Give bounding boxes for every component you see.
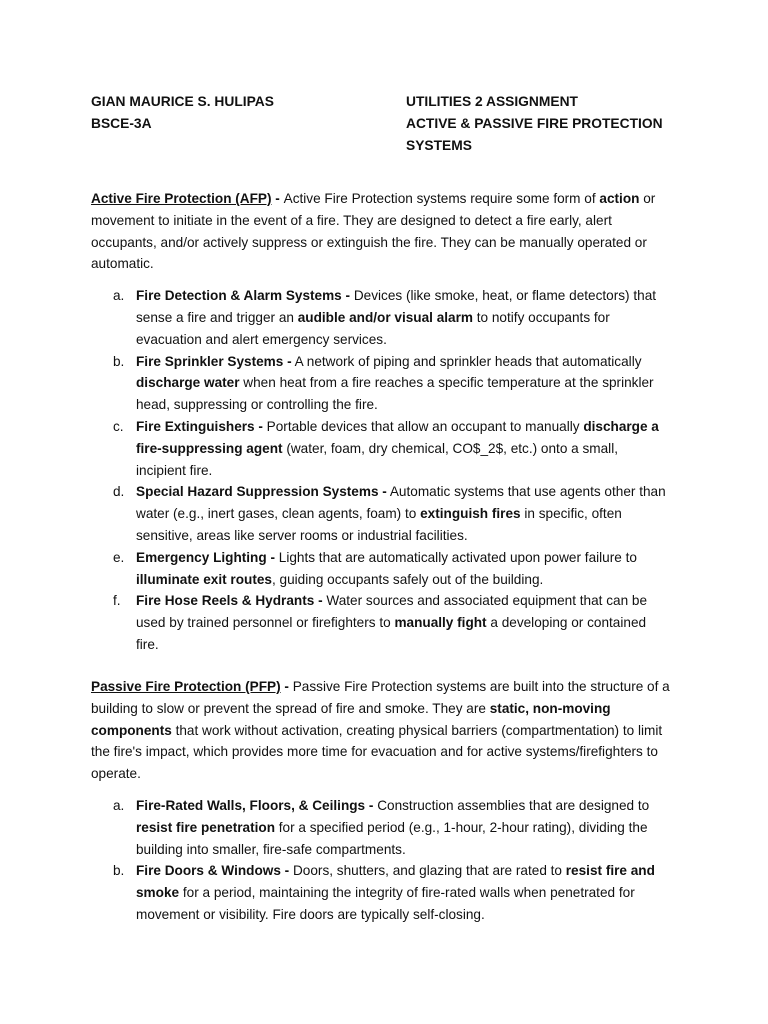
item-text: to notify occupants for evacuation and alert emergency services. [136, 309, 610, 347]
item-text: Lights that are automatically activated upon power failure to [274, 549, 637, 565]
item-text: a developing or contained fire. [136, 615, 647, 652]
item-text: for a specified period (e.g., 1-hour, 2-hour rating), dividing the building into smaller, fire-safe compartments. [136, 819, 648, 857]
item-text: (water, foam, dry chemical, CO$_2$, etc.) onto a small, incipient fire. [136, 440, 618, 478]
list-marker: d. [113, 484, 125, 500]
list-marker: b. [113, 353, 125, 369]
passive-intro-paragraph [91, 676, 671, 785]
item-text: Water sources and associated equipment that can be used by trained personnel or firefighters to [136, 593, 648, 631]
item-text: in specific, often sensitive, areas like server rooms or industrial facilities. [136, 506, 622, 543]
student-name: GIAN MAURICE S. HULIPAS [91, 94, 274, 109]
list-item [113, 416, 671, 481]
item-text: Automatic systems that use agents other than water (e.g., inert gases, clean agents, foam) to [136, 484, 666, 522]
item-heading: Fire Doors & Windows - [136, 863, 290, 879]
assignment-topic-line-2: SYSTEMS [406, 138, 472, 153]
item-emphasis: illuminate exit routes [136, 571, 272, 587]
item-text: Devices (like smoke, heat, or flame detectors) that sense a fire and trigger an [136, 288, 657, 325]
item-text: Portable devices that allow an occupant to manually [262, 418, 584, 434]
item-text: when heat from a fire reaches a specific temperature at the sprinkler head, suppressing or controlling the fire. [136, 375, 654, 413]
list-item [113, 860, 671, 925]
list-item [113, 351, 671, 416]
active-fire-protection-section [91, 188, 671, 656]
item-emphasis: manually fight [394, 615, 487, 631]
item-heading: Fire Sprinkler Systems - [136, 353, 292, 369]
list-marker: b. [113, 863, 125, 879]
item-text: for a period, maintaining the integrity of fire-rated walls when penetrated for movement or visibility. Fire doors are typically self-closing. [136, 885, 635, 922]
item-text: Construction assemblies that are designed to [373, 797, 650, 813]
item-text: A network of piping and sprinkler heads that automatically [291, 353, 642, 369]
active-intro-bold: action [599, 191, 640, 206]
assignment-title: UTILITIES 2 ASSIGNMENT [406, 94, 578, 109]
item-emphasis: discharge water [136, 375, 240, 391]
list-item [113, 590, 671, 655]
passive-section-title: Passive Fire Protection (PFP) [91, 679, 281, 694]
passive-title-dash: - [280, 679, 293, 694]
item-heading: Fire Extinguishers - [136, 418, 263, 434]
item-heading: Emergency Lighting - [136, 549, 275, 565]
item-emphasis: audible and/or visual alarm [297, 309, 473, 325]
item-text: , guiding occupants safely out of the building. [271, 571, 544, 587]
student-section: BSCE-3A [91, 116, 152, 131]
active-intro-text-1: Active Fire Protection systems require some form of [283, 191, 600, 206]
active-intro-paragraph [91, 188, 671, 275]
passive-fire-protection-section [91, 676, 671, 926]
list-item [113, 547, 671, 591]
assignment-info [406, 91, 686, 157]
item-heading: Fire Hose Reels & Hydrants - [136, 593, 323, 609]
item-heading: Special Hazard Suppression Systems - [136, 484, 387, 500]
item-emphasis: extinguish fires [420, 506, 521, 522]
list-marker: a. [113, 288, 125, 304]
assignment-topic-line-1: ACTIVE & PASSIVE FIRE PROTECTION [406, 116, 663, 131]
list-item [113, 285, 671, 350]
list-marker: c. [113, 418, 124, 434]
passive-intro-bold: static, non-moving components [91, 700, 611, 738]
active-title-dash: - [271, 191, 284, 206]
list-marker: a. [113, 797, 125, 813]
item-emphasis: resist fire and smoke [136, 863, 655, 901]
list-marker: f. [113, 593, 121, 609]
list-item [113, 795, 671, 860]
active-intro-text-2: or movement to initiate in the event of a fire. They are designed to detect a fire early, alert occupants, and/or actively suppress or extinguish the fire. They can be manually operated or automatic. [91, 191, 656, 272]
item-heading: Fire-Rated Walls, Floors, & Ceilings - [136, 797, 374, 813]
active-section-title: Active Fire Protection (AFP) [91, 191, 272, 206]
item-text: Doors, shutters, and glazing that are rated to [289, 863, 566, 879]
active-items-list [91, 285, 671, 656]
list-marker: e. [113, 549, 125, 565]
item-heading: Fire Detection & Alarm Systems - [136, 288, 351, 304]
student-info [91, 91, 381, 135]
item-emphasis: discharge a fire-suppressing agent [136, 418, 659, 456]
list-item [113, 481, 671, 546]
passive-items-list [91, 795, 671, 926]
passive-intro-text-1: Passive Fire Protection systems are built into the structure of a building to slow or prevent the spread of fire and smoke. They are [91, 679, 670, 716]
item-emphasis: resist fire penetration [136, 819, 275, 835]
passive-intro-text-2: that work without activation, creating physical barriers (compartmentation) to limit the fire's impact, which provides more time for evacuation and for active systems/firefighters to operate. [91, 722, 663, 782]
